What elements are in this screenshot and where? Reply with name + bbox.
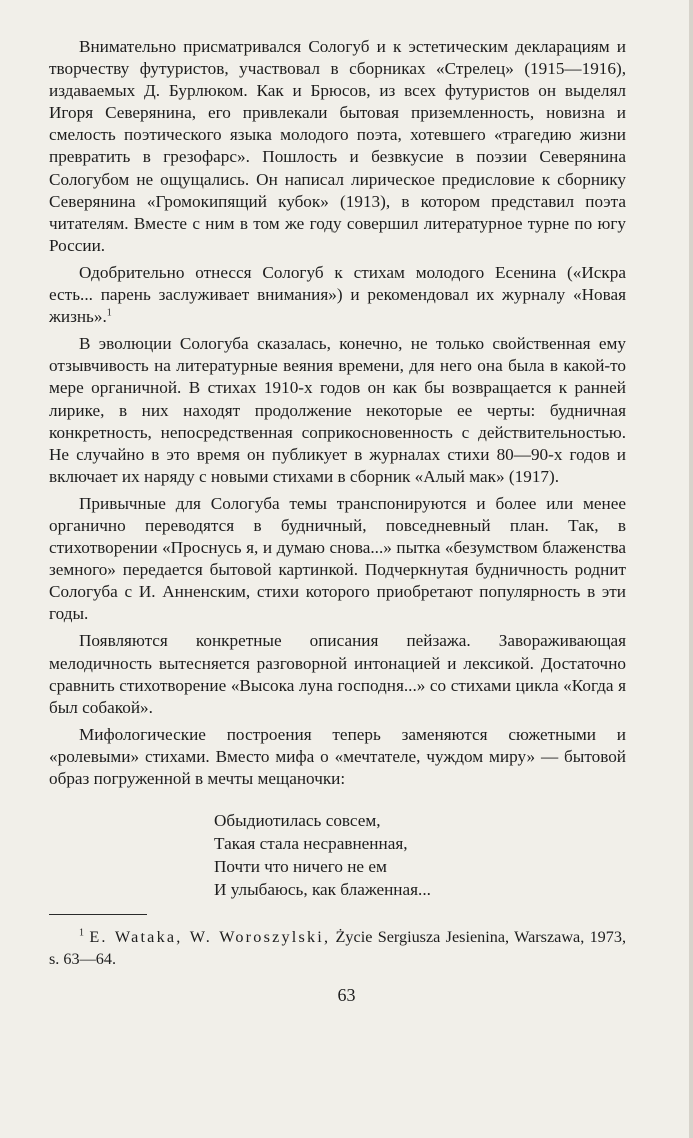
paragraph-landscape: Появляются конкретные описания пейзажа. Завораживающая мелодичность вытесняется разговорной интонацией и лексикой. Достаточно сравнить стихотворение «Высока луна господня...» со стихами цикла «Когда я был собакой». bbox=[49, 631, 626, 717]
footnote-divider bbox=[49, 914, 147, 915]
paragraph-mythology: Мифологические построения теперь заменяются сюжетными и «ролевыми» стихами. Вместо мифа о «мечтателе, чуждом миру» — бытовой образ погруженной в мечты мещаночки: bbox=[49, 724, 626, 788]
poem-line: Такая стала несравненная, bbox=[214, 834, 408, 854]
footnote-number: 1 bbox=[79, 927, 84, 939]
poem-line: Почти что ничего не ем bbox=[214, 857, 387, 877]
paragraph-esenin bbox=[49, 262, 626, 328]
page-number: 63 bbox=[337, 985, 356, 1005]
footnote-authors: E. Wataka, W. Woroszylski, bbox=[89, 928, 331, 946]
paragraph-themes: Привычные для Сологуба темы транспонируются и более или менее органично переводятся в будничный, повседневный план. Так, в стихотворении «Проснусь я, и думаю снова...» пытка «безумством блаженства земного» передается бытовой картинкой. Подчеркнутая будничность роднит Сологуба с И. Анненским, стихи которого приобретают популярность в эти годы. bbox=[49, 493, 626, 624]
paragraph-futurists: Внимательно присматривался Сологуб и к эстетическим декларациям и творчеству футуристов, участвовал в сборниках «Стрелец» (1915—1916), издаваемых Д. Бурлюком. Как и Брюсов, из всех футуристов он выделял Игоря Северянина, его привлекали бытовая приземленность, новизна и смелость поэтического языка молодого поэта, хотевшего «трагедию жизни превратить в грезофарс». Пошлость и безвкусие в поэзии Северянина Сологубом не ощущались. Он написал лирическое предисловие к сборнику Северянина «Громокипящий кубок» (1913), в котором представил поэта читателям. Вместе с ним в том же году совершил литературное турне по югу России. bbox=[49, 37, 626, 255]
footnote-marker: 1 bbox=[106, 307, 112, 319]
poem-line: Обыдиотилась совсем, bbox=[214, 811, 381, 831]
paragraph-evolution: В эволюции Сологуба сказалась, конечно, не только свойственная ему отзывчивость на литературные веяния времени, для него она была в какой-то мере органичной. В стихах 1910-х годов он как бы возвращается к ранней лирике, в них находят продолжение некоторые ее черты: будничная конкретность, непосредственная соприкосновенность с действительностью. Не случайно в это время он публикует в журналах стихи 80—90-х годов и включает их наряду с новыми стихами в сборник «Алый мак» (1917). bbox=[49, 334, 626, 486]
poem-quote bbox=[214, 809, 626, 901]
paragraph-esenin-text: Одобрительно отнесся Сологуб к стихам молодого Есенина («Искра есть... парень заслуживает внимания») и рекомендовал их журналу «Новая жизнь». bbox=[49, 262, 626, 327]
main-text bbox=[49, 36, 626, 901]
poem-line: И улыбаюсь, как блаженная... bbox=[214, 880, 431, 900]
footnote bbox=[49, 926, 626, 970]
footnote-citation: Życie Sergiusza Jesienina, Warszawa, 1973, s. 63—64. bbox=[49, 928, 627, 968]
